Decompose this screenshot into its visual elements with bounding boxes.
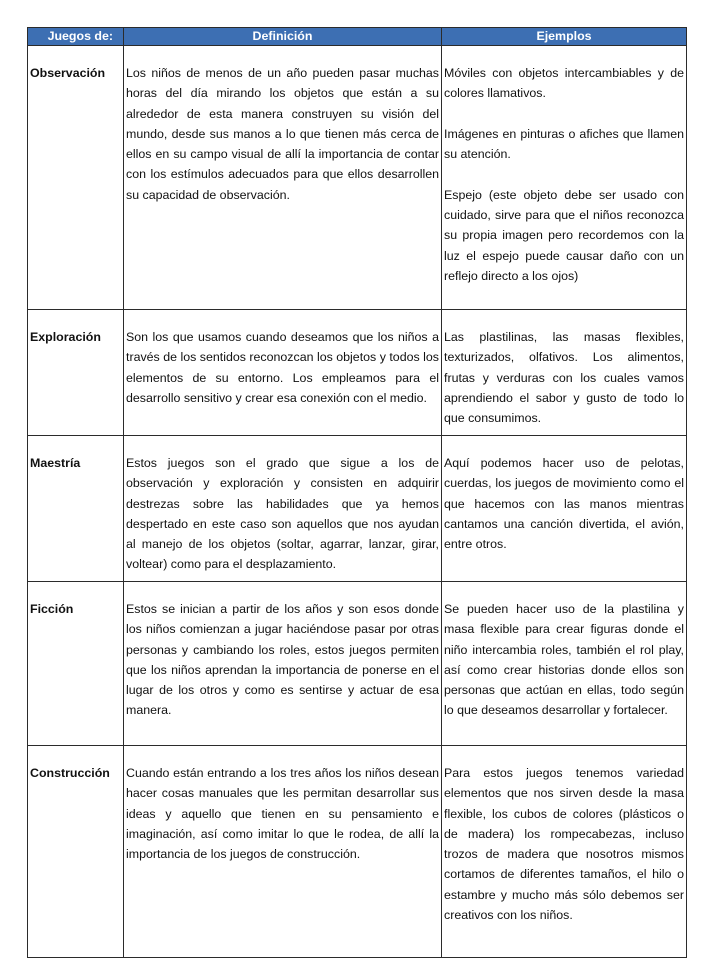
- examples-cell: [442, 746, 687, 958]
- header-definicion: Definición: [124, 28, 442, 46]
- example-paragraph: Móviles con objetos intercambiables y de colores llamativos.: [444, 66, 684, 101]
- definition-cell: Estos se inician a partir de los años y son esos donde los niños comienzan a jugar haciéndose pasar por otras personas y cambiando los roles, estos juegos permiten que los niños aprendan la importancia de ponerse en el lugar de los otros y como es sentirse y actuar de esa manera.: [124, 582, 442, 746]
- definition-cell: Estos juegos son el grado que sigue a los de observación y exploración y consisten en adquirir destrezas sobre las habilidades que ya hemos despertado en este caso son aquellos que nos ayudan al manejo de los objetos (soltar, agarrar, lanzar, girar, voltear) como para el desplazamiento.: [124, 436, 442, 582]
- example-paragraph: Imágenes en pinturas o afiches que llamen su atención.: [444, 126, 684, 162]
- header-ejemplos: Ejemplos: [442, 28, 687, 46]
- table-row-construccion: [28, 746, 687, 958]
- definition-cell: Son los que usamos cuando deseamos que los niños a través de los sentidos reconozcan los objetos y todos los elementos de su entorno. Los empleamos para el desarrollo sensitivo y crear esa conexión con el medio.: [124, 310, 442, 436]
- examples-cell: [442, 310, 687, 436]
- category-cell: Ficción: [28, 582, 124, 746]
- example-paragraph: Aquí podemos hacer uso de pelotas, cuerdas, los juegos de movimiento como el que hacemos con las manos mientras cantamos una canción divertida, el avión, entre otros.: [444, 456, 684, 552]
- category-cell: Maestría: [28, 436, 124, 582]
- category-cell: Exploración: [28, 310, 124, 436]
- example-paragraph: Las plastilinas, las masas flexibles, texturizados, olfativos. Los alimentos, frutas y verduras con los cuales vamos aprendiendo el sabor y gusto de todo lo que consumimos.: [444, 330, 684, 426]
- table-row-maestria: [28, 436, 687, 582]
- examples-cell: [442, 436, 687, 582]
- example-paragraph: Se pueden hacer uso de la plastilina y masa flexible para crear figuras donde el niño intercambia roles, también el rol play, así como crear historias donde ellos son personas que actúan en ellas, todo según lo que deseamos desarrollar y fortalecer.: [444, 602, 684, 718]
- table-row-observacion: [28, 46, 687, 310]
- definition-cell: Cuando están entrando a los tres años los niños desean hacer cosas manuales que les permitan desarrollar sus ideas y aquello que tienen en su pensamiento e imaginación, así como imitar lo que le rodea, de allí la importancia de los juegos de construcción.: [124, 746, 442, 958]
- example-paragraph: Espejo (este objeto debe ser usado con cuidado, sirve para que el niños reconozca su propia imagen pero recordemos con la luz el espejo puede causar daño con un reflejo directo a los ojos): [444, 187, 684, 283]
- games-table: [27, 27, 687, 958]
- table-row-ficcion: [28, 582, 687, 746]
- category-cell: Construcción: [28, 746, 124, 958]
- examples-cell: [442, 582, 687, 746]
- table-header-row: [28, 28, 687, 46]
- definition-cell: Los niños de menos de un año pueden pasar muchas horas del día mirando los objetos que están a su alrededor de esta manera construyen su visión del mundo, desde sus manos a lo que tienen más cerca de ellos en su campo visual de allí la importancia de contar con los estímulos adecuados para que ellos desarrollen su capacidad de observación.: [124, 46, 442, 310]
- examples-cell: [442, 46, 687, 310]
- example-paragraph: Para estos juegos tenemos variedad elementos que nos sirven desde la masa flexible, los cubos de colores (plásticos o de madera) los rompecabezas, incluso trozos de madera que nosotros mismos cortamos de diferentes tamaños, el hilo o estambre y mucho más sólo debemos ser creativos con los niños.: [444, 766, 684, 923]
- header-juegos: Juegos de:: [28, 28, 124, 46]
- table-row-exploracion: [28, 310, 687, 436]
- category-cell: Observación: [28, 46, 124, 310]
